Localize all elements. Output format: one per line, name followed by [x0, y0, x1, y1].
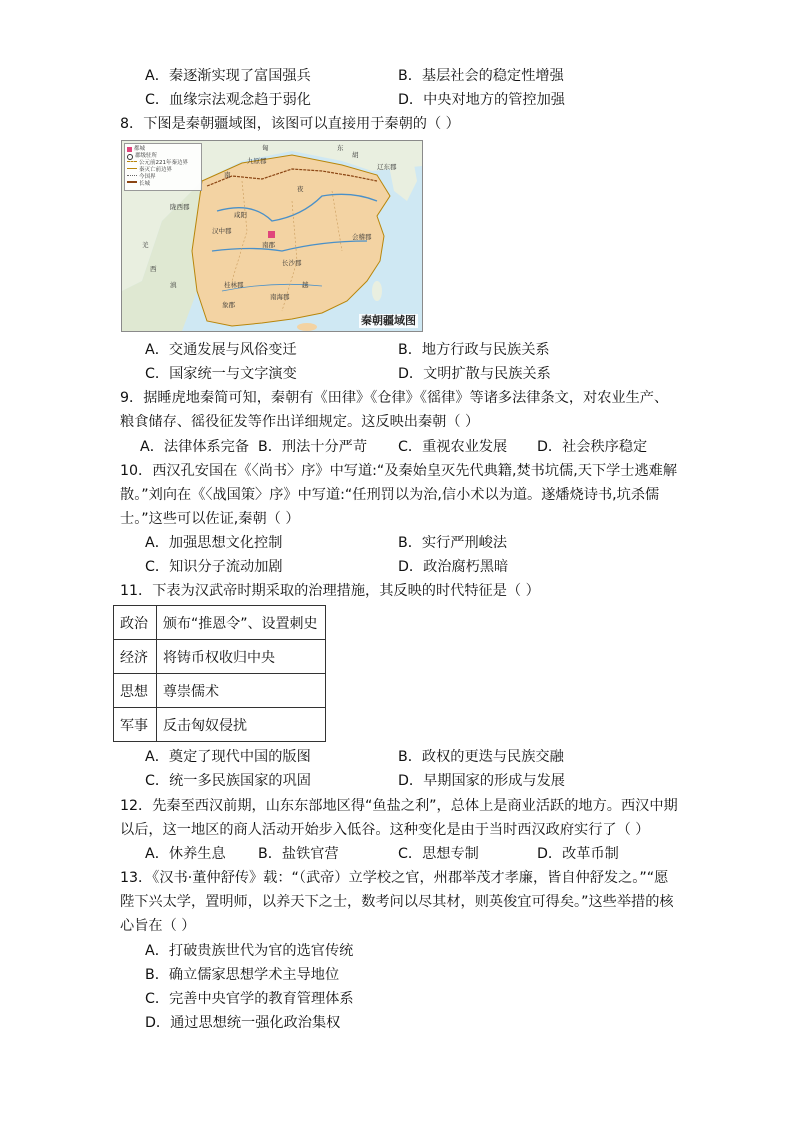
table-value-cell: 颁布“推恩令”、设置刺史	[157, 606, 326, 640]
table-value-cell: 反击匈奴侵扰	[157, 708, 326, 742]
q12-option-b: B．盐铁官营	[258, 846, 339, 862]
q13-stem-line1: 13．《汉书·董仲舒传》载：“（武帝）立学校之官，州郡举茂才孝廉，皆自仲舒发之。”“愿	[120, 870, 669, 886]
q13-option-b: B．确立儒家思想学术主导地位	[145, 967, 340, 983]
table-row	[114, 640, 326, 674]
map-place-label: 象郡	[222, 301, 235, 309]
q9-stem-line2: 粮食储存、徭役征发等作出详细规定。这反映出秦朝（ ）	[120, 414, 480, 430]
q12-stem-line1: 12．先秦至西汉前期，山东东部地区得“鱼盐之利”，总体上是商业活跃的地方。西汉中期	[120, 798, 678, 814]
legend-item: 都城	[134, 146, 146, 152]
q10-option-b: B．实行严刑峻法	[398, 535, 508, 551]
q7-option-b: B．基层社会的稳定性增强	[398, 68, 564, 84]
legend-item: 秦灭亡前边界	[139, 167, 173, 173]
q12-option-d: D．改革币制	[537, 846, 619, 862]
table-key-cell: 思想	[114, 674, 157, 708]
q10-option-a: A．加强思想文化控制	[145, 535, 283, 551]
map-place-label: 长沙郡	[282, 259, 302, 267]
q12-stem-line2: 以后，这一地区的商人活动开始步入低谷。这种变化是由于当时西汉政府实行了（ ）	[120, 822, 650, 838]
map-place-label: 越	[302, 281, 309, 289]
q9-stem-line1: 9．据睡虎地秦简可知，秦朝有《田律》《仓律》《徭律》等诸多法律条文，对农业生产、	[120, 390, 669, 406]
map-place-label: 会稽郡	[352, 233, 372, 241]
legend-item: 长城	[139, 181, 151, 187]
q7-option-c: C．血缘宗法观念趋于弱化	[145, 92, 311, 108]
q11-option-c: C．统一多民族国家的巩固	[145, 773, 311, 789]
map-place-label: 胡	[352, 151, 359, 159]
table-key-cell: 军事	[114, 708, 157, 742]
q13-stem-line3: 心旨在（ ）	[120, 918, 196, 934]
modern-border-symbol-icon	[127, 175, 137, 181]
q11-option-b: B．政权的更迭与民族交融	[398, 749, 564, 765]
map-place-label: 九原郡	[247, 157, 267, 165]
great-wall-symbol-icon	[127, 181, 137, 188]
capital-symbol-icon	[127, 147, 132, 152]
q9-option-d: D．社会秩序稳定	[537, 439, 648, 455]
legend-item: 公元前221年秦边界	[139, 160, 188, 166]
legend-item: 郡级驻所	[135, 153, 158, 159]
q7-option-d: D．中央对地方的管控加强	[398, 92, 565, 108]
table-row	[114, 606, 326, 640]
table-key-cell: 经济	[114, 640, 157, 674]
table-value-cell: 尊崇儒术	[157, 674, 326, 708]
q11-option-d: D．早期国家的形成与发展	[398, 773, 565, 789]
qin-territory-map	[121, 140, 423, 332]
map-place-label: 东	[337, 144, 344, 152]
map-legend	[124, 143, 202, 191]
q8-option-b: B．地方行政与民族关系	[398, 342, 550, 358]
q13-stem-line2: 陛下兴太学，置明师，以养天下之士，数考问以尽其材，则英俊宜可得矣。”这些举措的核	[120, 894, 674, 910]
q9-option-b: B．刑法十分严苛	[258, 439, 368, 455]
q13-option-d: D．通过思想统一强化政治集权	[145, 1015, 341, 1031]
table-key-cell: 政治	[114, 606, 157, 640]
q12-option-c: C．思想专制	[398, 846, 479, 862]
map-place-label: 匈	[262, 144, 269, 152]
q13-option-a: A．打破贵族世代为官的选官传统	[145, 943, 354, 959]
map-place-label: 南	[224, 171, 231, 179]
map-place-label: 羌	[142, 241, 149, 249]
map-place-label: 滇	[170, 281, 177, 289]
map-place-label: 咸阳	[234, 211, 247, 219]
table-row	[114, 674, 326, 708]
q10-option-d: D．政治腐朽黑暗	[398, 559, 509, 575]
q9-option-a: A．法律体系完备	[140, 439, 250, 455]
map-place-label: 西	[150, 265, 157, 273]
q12-option-a: A．休养生息	[145, 846, 226, 862]
q11-measures-table	[113, 605, 326, 742]
q10-stem-line1: 10．西汉孔安国在《〈尚书〉序》中写道:“及秦始皇灭先代典籍,焚书坑儒,天下学士逃难解	[120, 463, 678, 479]
q11-stem: 11．下表为汉武帝时期采取的治理措施，其反映的时代特征是（ ）	[120, 583, 540, 599]
q7-option-a: A．秦逐渐实现了富国强兵	[145, 68, 311, 84]
map-place-label: 南郡	[262, 241, 275, 249]
q10-option-c: C．知识分子流动加剧	[145, 559, 283, 575]
map-place-label: 辽东郡	[377, 163, 397, 171]
q8-option-c: C．国家统一与文字演变	[145, 366, 297, 382]
border-late-symbol-icon	[127, 168, 137, 174]
map-place-label: 桂林郡	[224, 281, 244, 289]
q8-option-a: A．交通发展与风俗变迁	[145, 342, 297, 358]
table-row	[114, 708, 326, 742]
q13-option-c: C．完善中央官学的教育管理体系	[145, 991, 354, 1007]
q10-stem-line2: 散。”刘向在《〈战国策〉序》中写道:“任刑罚以为治,信小术以为道。遂燔烧诗书,坑杀儒	[120, 487, 660, 503]
table-value-cell: 将铸币权收归中央	[157, 640, 326, 674]
q9-option-c: C．重视农业发展	[398, 439, 508, 455]
q10-stem-line3: 士。”这些可以佐证,秦朝（ ）	[120, 511, 300, 527]
map-title: 秦朝疆域图	[361, 314, 416, 327]
map-place-label: 陇西郡	[170, 203, 190, 211]
q8-stem: 8．下图是秦朝疆域图，该图可以直接用于秦朝的（ ）	[120, 116, 460, 132]
map-place-label: 夜	[297, 185, 304, 193]
map-place-label: 汉中郡	[212, 227, 232, 235]
q11-option-a: A．奠定了现代中国的版图	[145, 749, 311, 765]
prefecture-symbol-icon	[127, 154, 133, 160]
border-221-symbol-icon	[127, 161, 137, 167]
map-place-label: 南海郡	[270, 293, 290, 301]
q8-option-d: D．文明扩散与民族关系	[398, 366, 551, 382]
legend-item: 今国界	[139, 174, 156, 180]
